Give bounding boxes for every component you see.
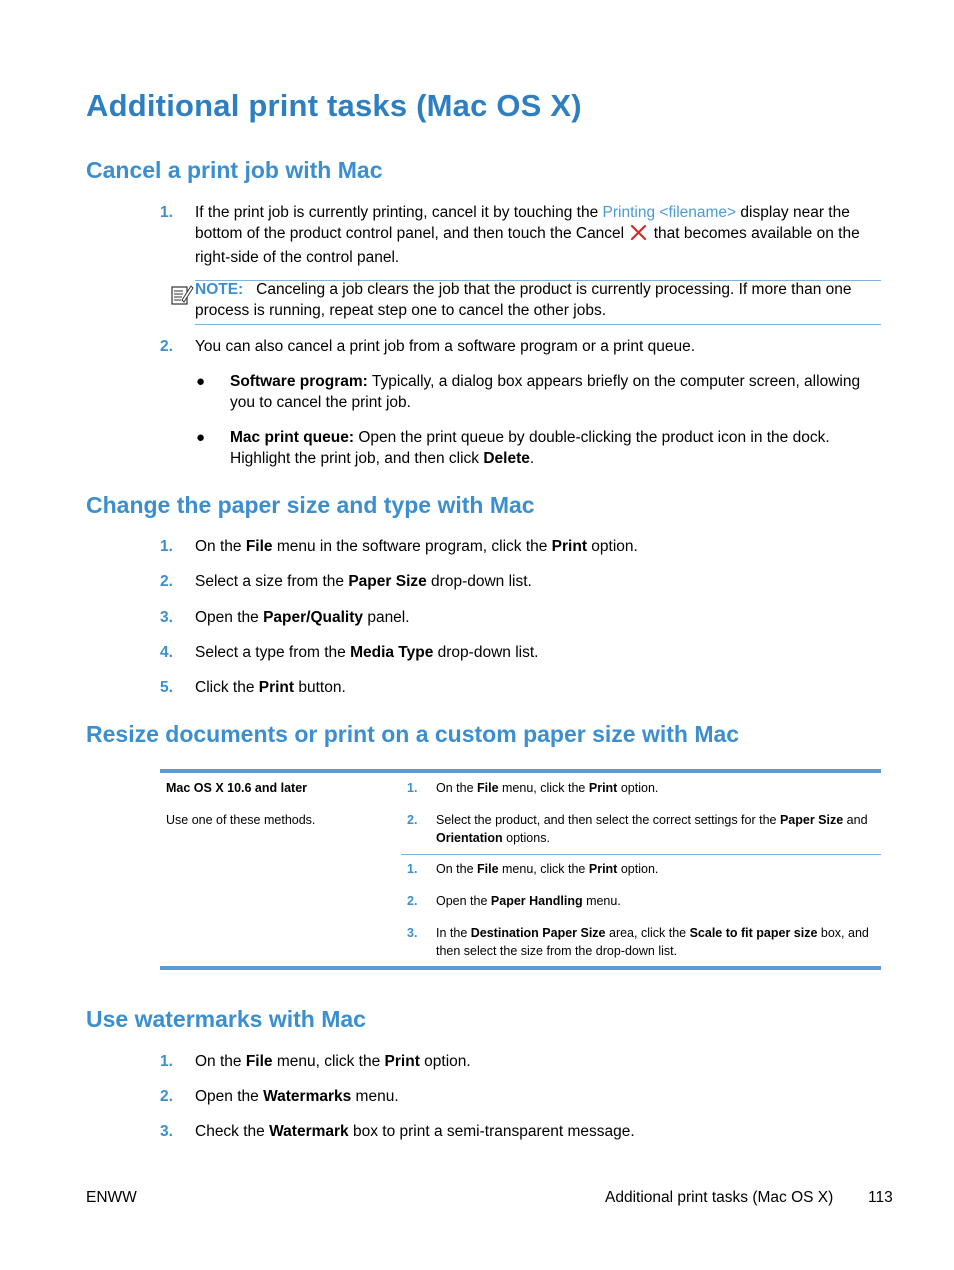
x-cancel-icon bbox=[630, 224, 647, 247]
step-number: 3. bbox=[160, 1123, 173, 1140]
step-text: If the print job is currently printing, cancel it by touching the Printing <filename> display near the bottom of the product control panel, and then touch the Cancel that becomes available on the right-side of the control panel. bbox=[195, 204, 860, 266]
step-number: 2. bbox=[160, 1088, 173, 1105]
table-step-text: On the File menu, click the Print option. bbox=[436, 781, 659, 795]
step-number: 3. bbox=[160, 609, 173, 626]
step-text: Select a size from the Paper Size drop-down list. bbox=[195, 573, 532, 590]
table-step-text: Open the Paper Handling menu. bbox=[436, 894, 621, 908]
step-text: Select a type from the Media Type drop-down list. bbox=[195, 644, 539, 661]
table-top-rule bbox=[160, 769, 881, 773]
footer-title: Additional print tasks (Mac OS X) bbox=[605, 1189, 834, 1206]
bullet-text: Software program: Typically, a dialog box appears briefly on the computer screen, allowing you to cancel the print job. bbox=[230, 373, 861, 411]
footer-left: ENWW bbox=[86, 1189, 137, 1206]
step-text: On the File menu, click the Print option. bbox=[195, 1053, 471, 1070]
table-step-text: Select the product, and then select the correct settings for the Paper Size and Orientation options. bbox=[436, 813, 868, 845]
page-number: 113 bbox=[868, 1189, 893, 1206]
step-number: 1. bbox=[160, 204, 173, 221]
section-heading-paper: Change the paper size and type with Mac bbox=[86, 492, 535, 518]
page-title: Additional print tasks (Mac OS X) bbox=[86, 88, 582, 123]
table-group-divider bbox=[401, 854, 881, 855]
table-step-number: 3. bbox=[407, 926, 418, 940]
step-number: 2. bbox=[160, 338, 173, 355]
table-left-text: Use one of these methods. bbox=[166, 813, 316, 827]
section-heading-resize: Resize documents or print on a custom paper size with Mac bbox=[86, 721, 740, 747]
step-text: Open the Paper/Quality panel. bbox=[195, 609, 410, 626]
table-step-number: 2. bbox=[407, 813, 418, 827]
note-label: NOTE: bbox=[195, 281, 244, 298]
table-step-text: In the Destination Paper Size area, click the Scale to fit paper size box, and then select the size from the drop-down list. bbox=[436, 926, 869, 958]
table-step-number: 2. bbox=[407, 894, 418, 908]
note-text: NOTE: Canceling a job clears the job that the product is currently processing. If more than one process is running, repeat step one to cancel the other jobs. bbox=[195, 281, 852, 319]
step-text: Open the Watermarks menu. bbox=[195, 1088, 399, 1105]
step-text: Click the Print button. bbox=[195, 679, 346, 696]
step-number: 5. bbox=[160, 679, 173, 696]
step-number: 2. bbox=[160, 573, 173, 590]
step-text: You can also cancel a print job from a software program or a print queue. bbox=[195, 338, 696, 355]
bullet-text: Mac print queue: Open the print queue by double-clicking the product icon in the dock. Highlight the print job, and then click Delete. bbox=[230, 429, 830, 467]
step-number: 1. bbox=[160, 538, 173, 555]
step-text: On the File menu in the software program, click the Print option. bbox=[195, 538, 638, 555]
table-step-number: 1. bbox=[407, 781, 418, 795]
printing-filename-link: Printing <filename> bbox=[602, 204, 737, 221]
section-heading-watermarks: Use watermarks with Mac bbox=[86, 1006, 366, 1032]
section-heading-cancel: Cancel a print job with Mac bbox=[86, 157, 383, 183]
step-number: 1. bbox=[160, 1053, 173, 1070]
table-step-text: On the File menu, click the Print option. bbox=[436, 862, 659, 876]
step-text: Check the Watermark box to print a semi-transparent message. bbox=[195, 1123, 635, 1140]
table-step-number: 1. bbox=[407, 862, 418, 876]
bullet-icon: ● bbox=[196, 429, 206, 446]
table-left-title: Mac OS X 10.6 and later bbox=[166, 781, 308, 795]
table-bottom-rule bbox=[160, 966, 881, 970]
step-number: 4. bbox=[160, 644, 173, 661]
bullet-icon: ● bbox=[196, 373, 206, 390]
note-icon bbox=[170, 284, 194, 311]
